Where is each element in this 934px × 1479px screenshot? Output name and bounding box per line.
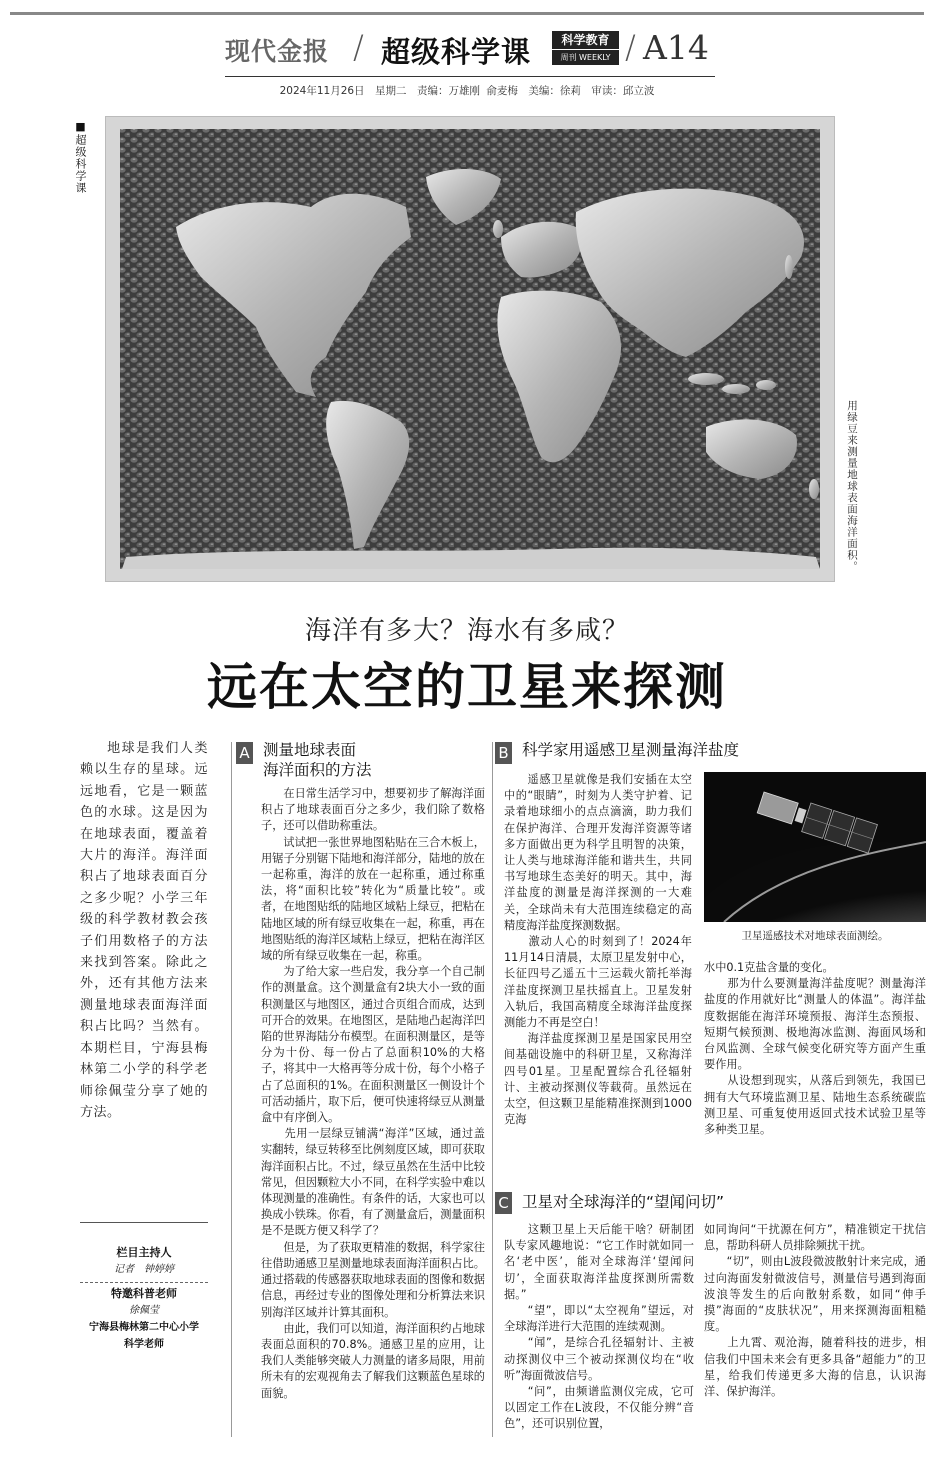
section-a-title-line2: 海洋面积的方法 — [263, 761, 372, 779]
section-a-letter: A — [236, 742, 253, 764]
world-map-bean-photo — [105, 116, 835, 582]
intro-text — [80, 738, 208, 1123]
photo-caption: 用绿豆来测量地球表面海洋面积。 — [846, 400, 858, 573]
masthead-rule — [225, 76, 715, 77]
column-divider — [231, 742, 232, 1437]
guest-role: 科学老师 — [124, 1339, 164, 1350]
newspaper-brand: 现代金报 — [225, 37, 330, 66]
page-number: A14 — [643, 28, 709, 67]
divider-slash: / — [625, 28, 636, 66]
dateline: 2024年11月26日 星期二 责编：万雄刚 俞麦梅 美编：徐莉 审读：邱立波 — [279, 85, 655, 97]
satellite-photo — [704, 772, 926, 922]
section-c-title: 卫星对全球海洋的“望闻问切” — [522, 1193, 725, 1211]
section-tag-bottom: 周刊 WEEKLY — [560, 53, 611, 62]
section-b-title: 科学家用遥感卫星测量海洋盐度 — [522, 741, 740, 759]
host-box-top-rule — [80, 1222, 208, 1223]
satellite-illustration — [704, 772, 926, 922]
column-divider — [492, 742, 493, 1437]
section-b-letter: B — [495, 742, 512, 764]
section-a-body: 在日常生活学习中，想要初步了解海洋面积占了地球表面百分之多少，我们除了数格子，还可以借助称重法。 试试把一张世界地图粘贴在三合木板上，用锯子分别锯下陆地和海洋部分，陆地的放在一起称重，海洋的放在一起称重，通过称重法，将“面积比较”转化为“质量比较”。或者，在地图贴纸的陆地区域粘上绿豆，把粘在陆地区域的所有绿豆收集在一起，称重，再在地图贴纸的海洋区域粘上绿豆，把粘在海洋区域的所有绿豆收集在一起，称重。 为了给大家一些启发，我分享一个自己制作的测量盒。这个测量盒有2块大小一致的面积测量区与地图区，通过合页组合而成，达到可开合的效果。在地图区，是陆地凸起海洋凹陷的世界海陆分布模型。在面积测量区，是等分为十份、每一份占了总面积10%的大格子，将其中一大格再等分成十份，每个小格子占了总面积的1%。在面积测量区一侧设计个可活动插片，取下后，便可快速将绿豆从测量盒中有序倒入。 先用一层绿豆铺满“海洋”区域，通过盖实翻转，绿豆转移至比例刻度区域，即可获取海洋面积占比。不过，绿豆虽然在生活中比较常见，但因颗粒大小不同，在科学实验中难以体现测量的准确性。有条件的话，大家也可以换成小铁珠。你看，有了测量盒后，测量面积是不是既方便又科学了？ 但是，为了获取更精准的数据，科学家往往借助通感卫星测量地球表面海洋面积占比。通过搭载的传感器获取地球表面的图像和数据信息，再经过专业的图像处理和分析算法来识别海洋区域并计算其面积。 由此，我们可以知道，海洋面积约占地球表面总面积的70.8%。通感卫星的应用，让我们人类能够突破人力测量的诸多局限，用前所未有的宏观视角去了解我们这颗蓝色星球的面貌。 — [261, 787, 485, 1400]
side-column-label: ■超级科学课 — [74, 120, 87, 194]
section-a-title-line1: 测量地球表面 — [263, 741, 357, 759]
section-c-body-col2: 如同询问“干扰源在何方”，精准锁定干扰信息，帮助科研人员排除频扰干扰。 “切”，则由L波段微波散射计来完成，通过向海面发射微波信号，测量信号遇到海面波浪等发生的后向散射系数，如同“伸手摸”海面的“皮肤状况”，用来探测海面粗糙度。 上九霄、观沧海，随着科技的进步，相信我们中国未来会有更多具备“超能力”的卫星，给我们传递更多大海的信息，认识海洋、保护海洋。 — [704, 1223, 926, 1399]
column-title: 超级科学课 — [381, 35, 532, 69]
top-rule — [10, 12, 924, 15]
section-b-body-col1: 遥感卫星就像是我们安插在太空中的“眼睛”，时刻为人类守护着、记录着地球细小的点点滴滴，助力我们在保护海洋、合理开发海洋资源等诸多方面做出更为科学且明智的决策，让人类与地球海洋能和谐共生，共同书写地球生态美好的明天。其中，海洋盐度的测量是海洋探测的一大难关，全球尚未有大范围连续稳定的高精度海洋盐度探测数据。 激动人心的时刻到了！2024年11月14日清晨，太原卫星发射中心，长征四号乙遥五十三运载火箭托举海洋盐度探测卫星扶摇直上。卫星发射入轨后，我国高精度全球海洋盐度探测能力不再是空白！ 海洋盐度探测卫星是国家民用空间基础设施中的科研卫星，又称海洋四号01星。卫星配置综合孔径辐射计、主被动探测仪等载荷。虽然远在太空，但这颗卫星能精准探测到1000克海 — [504, 773, 692, 1127]
satellite-photo-caption: 卫星遥感技术对地球表面测绘。 — [741, 930, 889, 942]
masthead — [225, 28, 715, 72]
section-tag — [552, 31, 619, 65]
bean-map-illustration — [106, 117, 835, 582]
section-a-title — [263, 740, 483, 780]
divider-slash: / — [353, 28, 364, 66]
column-host-box — [80, 1222, 208, 1362]
guest-title: 特邀科普老师 — [111, 1287, 177, 1300]
section-c-letter: C — [495, 1192, 512, 1214]
host-title: 栏目主持人 — [116, 1246, 172, 1259]
section-b-body-col2: 水中0.1克盐含量的变化。 那为什么要测量海洋盐度呢？测量海洋盐度的作用就好比“测量人的体温”。海洋盐度数据能在海洋环境预报、海洋生态预报、短期气候预测、极地海冰监测、海面风场和台风监测、全球气候变化研究等方面产生重要作用。 从设想到现实，从落后到领先，我国已拥有大气环境监测卫星、陆地生态系统碳监测卫星、可重复使用返回式技术试验卫星等多种类卫星。 — [704, 961, 926, 1137]
section-tag-top: 科学教育 — [552, 31, 619, 50]
guest-name: 徐佩莹 — [129, 1305, 159, 1316]
host-name: 记者 钟婷婷 — [114, 1264, 174, 1275]
intro-text-body: 地球是我们人类赖以生存的星球。远远地看，它是一颗蓝色的水球。这是因为在地球表面，覆盖着大片的海洋。海洋面积占了地球表面百分之多少呢？小学三年级的科学教材教会孩子们用数格子的方法来找到答案。除此之外，还有其他方法来测量地球表面海洋面积占比吗？当然有。本期栏目，宁海县梅林第二小学的科学老师徐佩莹分享了她的方法。 — [80, 741, 208, 1120]
subheadline: 海洋有多大？海水有多咸？ — [304, 616, 629, 646]
section-c-body-col1: 这颗卫星上天后能干啥？研制团队专家风趣地说：“它工作时就如同一名‘老中医’，能对全球海洋‘望闻问切’，全面获取海洋盐度探测所需数据。” “望”，即以“太空视角”望远，对全球海洋进行大范围的连续观测。 “闻”，是综合孔径辐射计、主被动探测仪中三个被动探测仪均在“收听”海面微波信号。 “问”，由频谱监测仪完成，它可以固定工作在L波段，不仅能分辨“音色”，还可识别位置， — [504, 1223, 694, 1431]
guest-organization: 宁海县梅林第二中心小学 — [89, 1322, 199, 1333]
headline: 远在太空的卫星来探测 — [207, 658, 727, 716]
